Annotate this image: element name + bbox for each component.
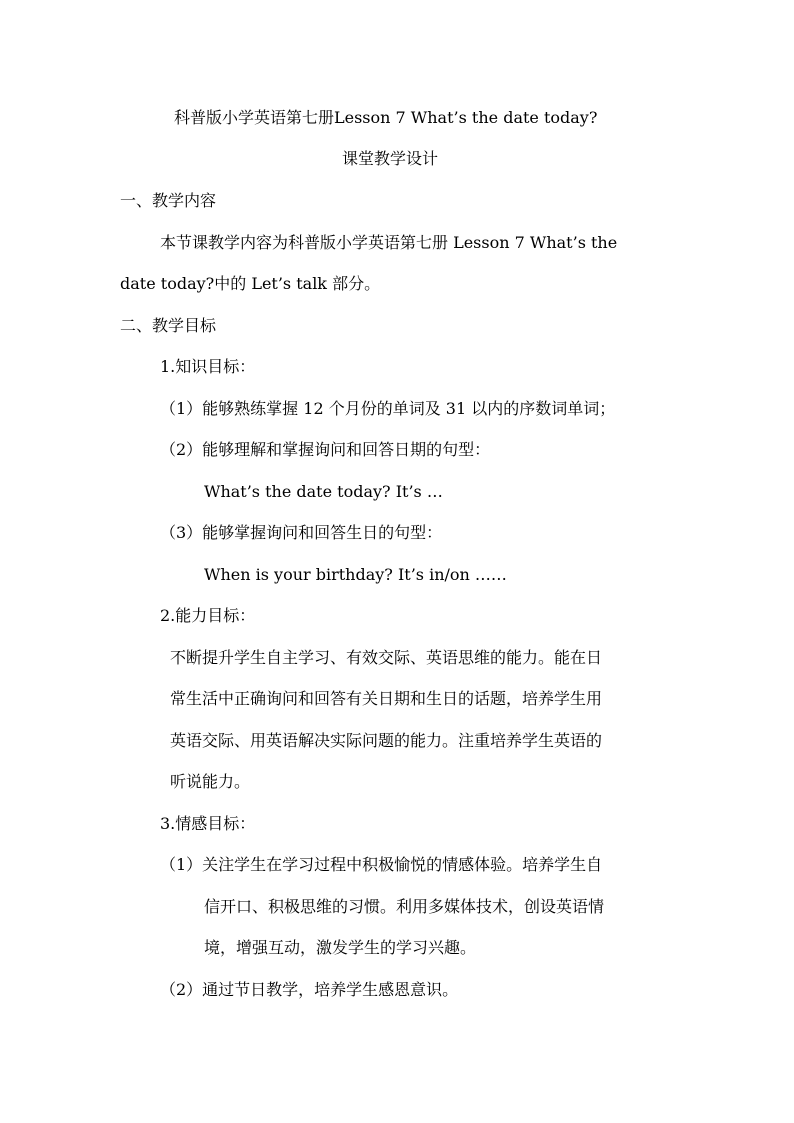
emotion-item: （2）通过节日教学，培养学生感恩意识。 <box>160 980 459 999</box>
subheading-knowledge: 1.知识目标： <box>160 357 256 376</box>
subheading-ability: 2.能力目标： <box>160 606 256 625</box>
emotion-item-continuation: 信开口、积极思维的习惯。利用多媒体技术，创设英语情 <box>204 897 605 916</box>
knowledge-item: （1）能够熟练掌握 12 个月份的单词及 31 以内的序数词单词； <box>160 399 616 418</box>
document-subtitle: 课堂教学设计 <box>342 149 439 168</box>
ability-paragraph-line: 不断提升学生自主学习、有效交际、英语思维的能力。能在日 <box>170 648 603 667</box>
example-sentence: What’s the date today? It’s … <box>204 482 443 501</box>
ability-paragraph-line: 常生活中正确询问和回答有关日期和生日的话题，培养学生用 <box>170 689 603 708</box>
example-sentence: When is your birthday? It’s in/on …… <box>204 565 507 584</box>
section-heading-content: 一、教学内容 <box>120 191 217 210</box>
content-paragraph-line: 本节课教学内容为科普版小学英语第七册 Lesson 7 What’s the <box>160 233 618 252</box>
ability-paragraph-line: 听说能力。 <box>170 772 251 791</box>
emotion-item: （1）关注学生在学习过程中积极愉悦的情感体验。培养学生自 <box>160 855 603 874</box>
ability-paragraph-line: 英语交际、用英语解决实际问题的能力。注重培养学生英语的 <box>170 731 603 750</box>
content-paragraph-line: date today?中的 Let’s talk 部分。 <box>120 274 381 293</box>
knowledge-item: （3）能够掌握询问和回答生日的句型： <box>160 523 443 542</box>
document-title: 科普版小学英语第七册Lesson 7 What’s the date today? <box>174 108 598 127</box>
emotion-item-continuation: 境，增强互动，激发学生的学习兴趣。 <box>204 938 477 957</box>
subheading-emotion: 3.情感目标： <box>160 814 256 833</box>
section-heading-objectives: 二、教学目标 <box>120 316 217 335</box>
knowledge-item: （2）能够理解和掌握询问和回答日期的句型： <box>160 440 491 459</box>
